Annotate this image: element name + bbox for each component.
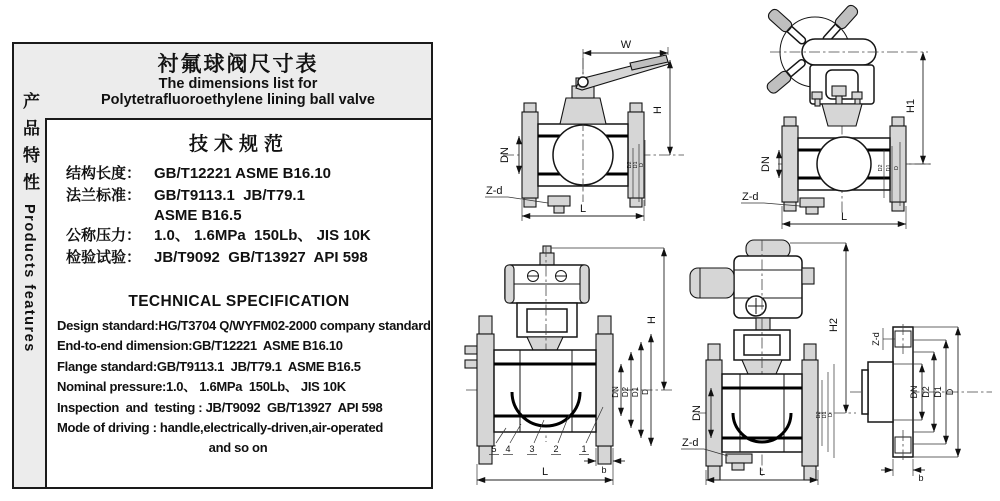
pneumatic-valve-drawing: [465, 246, 674, 485]
dim-label-d: D: [945, 388, 955, 396]
dim-label-zd: Z-d: [742, 191, 759, 203]
dim-label-d1-small: D1: [822, 411, 828, 419]
cn-spec-value: JB/T9092 GB/T13927 API 598: [154, 248, 368, 266]
dim-label-l: L: [579, 203, 587, 215]
dim-label-d2: D2: [621, 386, 630, 398]
pneumatic-actuator: [505, 246, 589, 303]
electric-valve-drawing: [681, 240, 992, 485]
dim-label-w: W: [620, 39, 632, 51]
side-strip: [14, 44, 45, 487]
en-spec-heading: TECHNICAL SPECIFICATION: [128, 293, 350, 310]
dim-label-d1-small: D1: [633, 161, 639, 169]
dim-label-d-small: D: [894, 166, 900, 170]
cn-spec-value: GB/T9113.1 JB/T79.1: [154, 186, 305, 204]
title-block: [45, 44, 431, 127]
electric-actuator: [690, 240, 814, 330]
dim-label-l: L: [840, 211, 848, 223]
title-cn: 衬氟球阀尺寸表: [157, 53, 319, 76]
dim-label-h: H: [646, 316, 658, 324]
en-spec-line: Inspection and testing : JB/T9092 GB/T13927 API 598: [57, 399, 383, 415]
dim-label-b: b: [918, 473, 924, 483]
dim-label-d1: D1: [631, 386, 640, 398]
dim-label-d-small: D: [639, 163, 645, 167]
handwheel-valve-drawing: [741, 3, 932, 229]
part-number-3: 3: [529, 444, 535, 454]
cn-spec-value-wrap: ASME B16.5: [154, 207, 242, 224]
dim-label-d1-small: D1: [886, 164, 892, 172]
cn-spec-row: [66, 163, 431, 185]
part-number-2: 2: [553, 444, 559, 454]
title-en-line2: Polytetrafluoroethylene lining ball valve: [101, 91, 375, 108]
dim-label-d2-small: D2: [816, 411, 822, 419]
spec-box: [45, 118, 431, 487]
cn-spec-rows: [47, 163, 431, 268]
dim-label-d1: D1: [933, 386, 943, 398]
dim-label-h: H: [652, 106, 664, 114]
valve-body: [778, 104, 932, 214]
cn-spec-heading: 技术规范: [188, 134, 289, 155]
side-label-en: Products features: [21, 204, 37, 353]
cn-spec-label: 法兰标准：: [66, 186, 142, 204]
dim-label-d: D: [641, 389, 650, 395]
cn-spec-row: [66, 247, 431, 269]
dim-label-zd: Z-d: [682, 437, 699, 449]
dim-label-dn: DN: [909, 385, 919, 399]
dim-label-h1: H1: [905, 98, 917, 114]
en-spec-line: End-to-end dimension:GB/T12221 ASME B16.10: [57, 338, 343, 354]
lever-valve-drawing: [485, 39, 684, 221]
en-spec-line: and so on: [208, 440, 268, 456]
side-vertical-text: [17, 92, 42, 353]
en-spec-lines: [47, 316, 431, 459]
products-features-panel: [12, 42, 433, 489]
part-number-4: 4: [505, 444, 511, 454]
dim-label-dn: DN: [760, 156, 772, 172]
valve-drawings: [440, 0, 1000, 501]
dim-label-d2-small: D2: [878, 164, 884, 172]
part-number-1: 1: [581, 444, 587, 454]
lever-handle: [576, 55, 669, 90]
en-spec-line: Nominal pressure:1.0、 1.6MPa 150Lb、 JIS 10K: [57, 379, 346, 395]
cn-spec-label: 检验试验：: [66, 248, 142, 266]
dim-label-d2-small: D2: [627, 161, 633, 169]
dim-label-dn: DN: [691, 405, 703, 421]
dim-label-zd: Z-d: [486, 185, 503, 197]
title-en-line1: The dimensions list for: [158, 76, 318, 92]
cn-spec-row: [66, 185, 431, 207]
dim-label-zd: Z-d: [871, 332, 881, 346]
en-spec-line: Flange standard:GB/T9113.1 JB/T79.1 ASME B16.5: [57, 358, 361, 374]
dim-label-l: L: [758, 466, 766, 478]
cn-spec-value: GB/T12221 ASME B16.10: [154, 165, 332, 182]
cn-spec-row: [66, 225, 431, 247]
part-number-5: 5: [491, 444, 497, 454]
dim-label-h2: H2: [828, 317, 840, 333]
gear-yoke: [810, 65, 874, 106]
cn-spec-label: 结构长度：: [66, 165, 142, 182]
dim-label-d2: D2: [921, 386, 931, 398]
cn-spec-value: 1.0、 1.6MPa 150Lb、 JIS 10K: [154, 227, 371, 244]
en-spec-line: Design standard:HG/T3704 Q/WYFM02-2000 company standard: [57, 318, 431, 333]
side-label-cn: 产品特性: [20, 92, 39, 200]
dim-label-b: b: [601, 465, 607, 475]
dim-label-dn: DN: [499, 147, 511, 163]
en-spec-line: Mode of driving : handle,electrically-driven,air-operated: [57, 420, 384, 436]
yoke: [517, 303, 577, 350]
cn-spec-label: 公称压力：: [66, 227, 142, 244]
dim-label-dn: DN: [611, 386, 620, 398]
dim-label-d-small: D: [828, 413, 834, 417]
dim-label-l: L: [541, 466, 549, 478]
flange-side-view: [850, 324, 992, 483]
